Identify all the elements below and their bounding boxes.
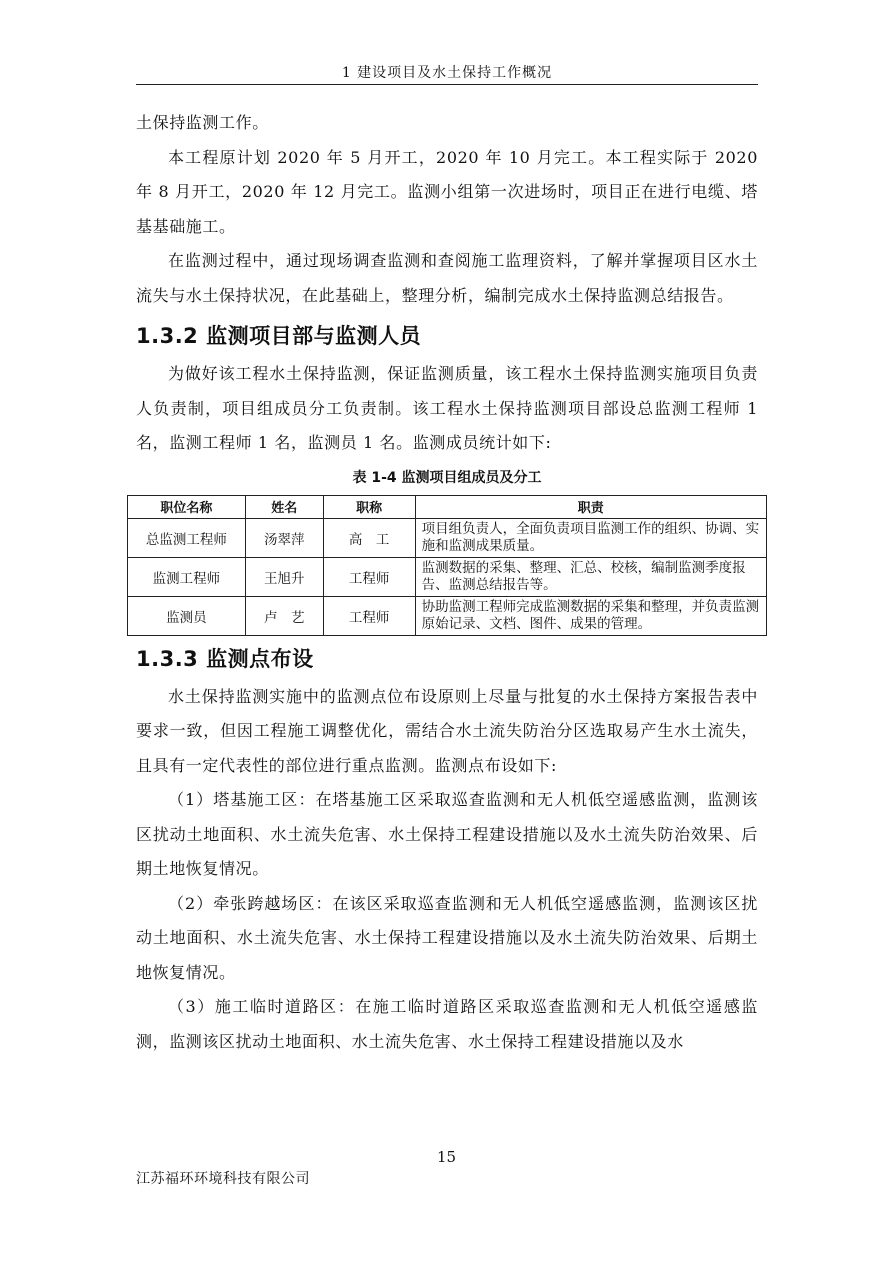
table-cell-duty: 协助监测工程师完成监测数据的采集和整理，并负责监测原始记录、文档、图件、成果的管理。 — [415, 596, 766, 635]
table-cell-name: 卢 艺 — [245, 596, 323, 635]
table-cell-name: 王旭升 — [245, 557, 323, 596]
body-paragraph: （1）塔基施工区：在塔基施工区采取巡查监测和无人机低空遥感监测，监测该区扰动土地面积、水土流失危害、水土保持工程建设措施以及水土流失防治效果、后期土地恢复情况。 — [136, 790, 758, 878]
staff-table — [127, 495, 767, 636]
body-paragraph: 为做好该工程水土保持监测，保证监测质量，该工程水土保持监测实施项目负责人负责制，项目组成员分工负责制。该工程水土保持监测项目部设总监测工程师 1 名，监测工程师 1 名，监测员 1 名。监测成员统计如下: — [136, 364, 758, 452]
body-paragraph: （2）牵张跨越场区：在该区采取巡查监测和无人机低空遥感监测，监测该区扰动土地面积、水土流失危害、水土保持工程建设措施以及水土流失防治效果、后期土地恢复情况。 — [136, 893, 758, 982]
section-heading-1-3-3: 1.3.3 监测点布设 — [136, 646, 314, 671]
table-cell-position: 监测工程师 — [128, 557, 246, 596]
table-cell-title: 工程师 — [323, 596, 415, 635]
table-row — [128, 596, 767, 635]
table-cell-duty: 监测数据的采集、整理、汇总、校核，编制监测季度报告、监测总结报告等。 — [415, 557, 766, 596]
table-header-cell: 职责 — [415, 495, 766, 518]
running-header: 1 建设项目及水土保持工作概况 — [341, 65, 553, 81]
body-paragraph: （3）施工临时道路区：在施工临时道路区采取巡查监测和无人机低空遥感监测，监测该区扰动土地面积、水土流失危害、水土保持工程建设措施以及水 — [136, 997, 758, 1051]
footer-company: 江苏福环环境科技有限公司 — [136, 1171, 310, 1187]
body-paragraph: 本工程原计划 2020 年 5 月开工，2020 年 10 月完工。本工程实际于 2020 年 8 月开工，2020 年 12 月完工。监测小组第一次进场时，项目正在进行电缆、塔基基础施工。 — [136, 147, 758, 236]
table-header-cell: 职位名称 — [128, 495, 246, 518]
table-cell-title: 工程师 — [323, 557, 415, 596]
table-cell-position: 总监测工程师 — [128, 518, 246, 557]
table-cell-title: 高 工 — [323, 518, 415, 557]
header-rule — [136, 84, 758, 85]
document-body — [136, 106, 758, 1059]
table-header-cell: 职称 — [323, 495, 415, 518]
body-paragraph: 水土保持监测实施中的监测点位布设原则上尽量与批复的水土保持方案报告表中要求一致，但因工程施工调整优化，需结合水土流失防治分区选取易产生水土流失，且具有一定代表性的部位进行重点监测。监测点布设如下: — [136, 686, 758, 775]
table-caption: 表 1-4 监测项目组成员及分工 — [352, 469, 542, 486]
table-row — [128, 518, 767, 557]
body-paragraph: 在监测过程中，通过现场调查监测和查阅施工监理资料，了解并掌握项目区水土流失与水土保持状况，在此基础上，整理分析，编制完成水土保持监测总结报告。 — [136, 251, 758, 305]
table-header-row — [128, 495, 767, 518]
table-cell-name: 汤翠萍 — [245, 518, 323, 557]
table-header-cell: 姓名 — [245, 495, 323, 518]
table-cell-duty: 项目组负责人，全面负责项目监测工作的组织、协调、实施和监测成果质量。 — [415, 518, 766, 557]
section-heading-1-3-2: 1.3.2 监测项目部与监测人员 — [136, 324, 422, 348]
page-number: 15 — [436, 1148, 457, 1166]
body-paragraph: 土保持监测工作。 — [136, 113, 269, 132]
table-row — [128, 557, 767, 596]
table-cell-position: 监测员 — [128, 596, 246, 635]
